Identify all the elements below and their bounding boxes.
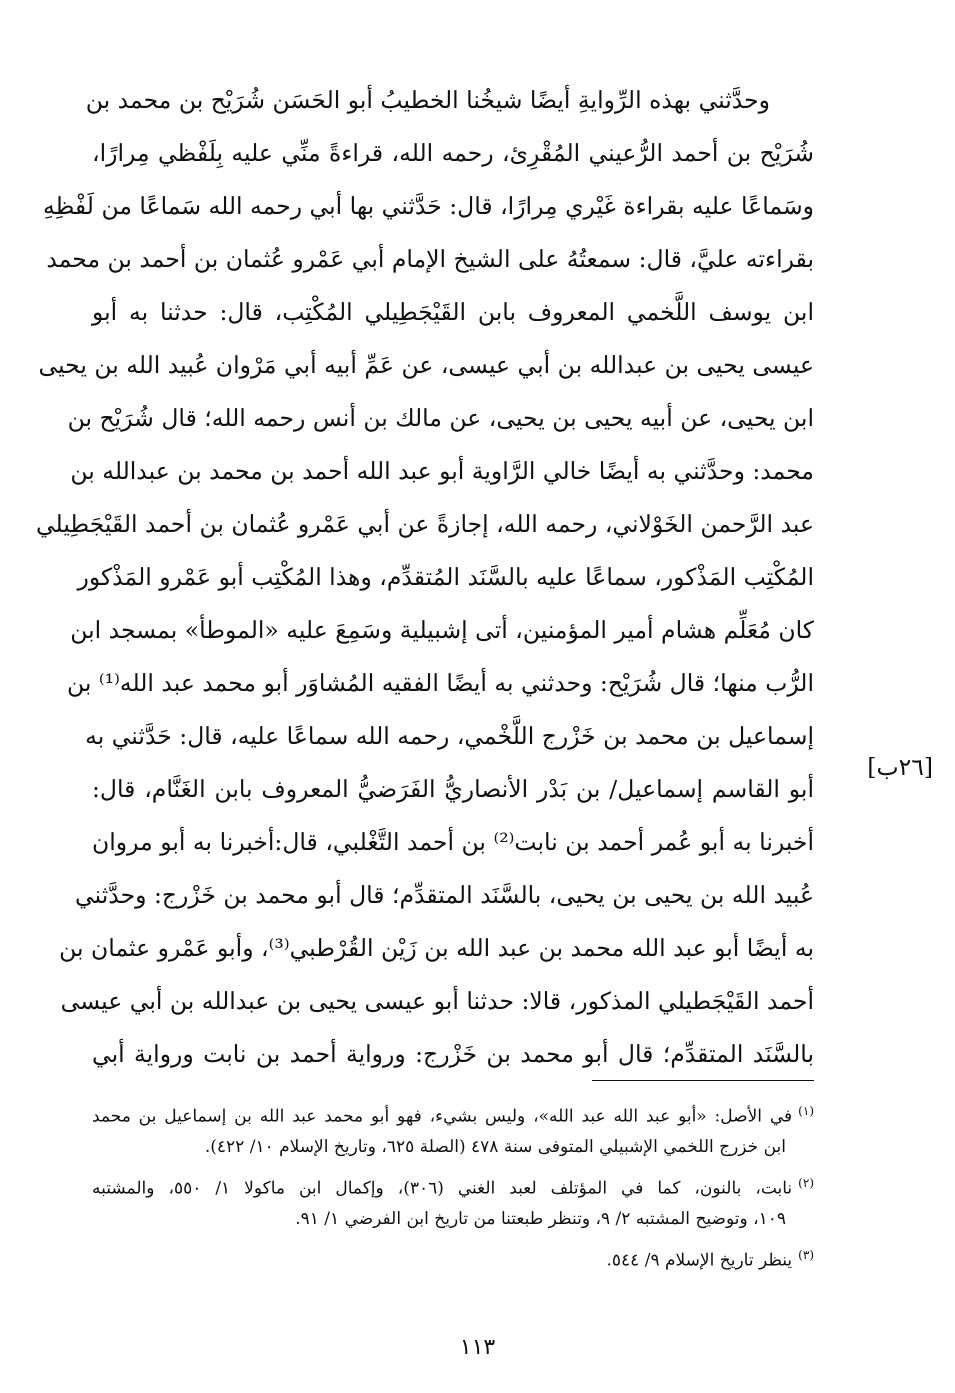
text-line: المُكْتِب المَذْكور، سماعًا عليه بالسَّنَد المُتقدِّم، وهذا المُكْتِب أبو عَمْرو المَذْكور [77, 563, 814, 591]
text-line: وسَماعًا عليه بقراءة غَيْري مِرارًا، قال: حَدَّثني بها أبي رحمه الله سَماعًا من لَفْظِهِ [43, 192, 814, 220]
main-text [35, 74, 814, 1081]
manuscript-folio-marker: [٢٦ب] [867, 753, 933, 781]
text-line: الرُّب منها؛ قال شُرَيْح: وحدثني به أيضًا الفقيه المُشاوَر أبو محمد عبد الله⁽¹⁾ بن [66, 669, 814, 697]
text-line: به أيضًا أبو عبد الله محمد بن عبد الله بن زَيْن القُرْطبي⁽³⁾، وأبو عَمْرو عثمان بن [59, 934, 814, 962]
footnote-marker: (١) [798, 1104, 814, 1118]
footnotes [92, 1093, 814, 1273]
footnote-1 [92, 1093, 814, 1129]
text-line: أخبرنا به أبو عُمر أحمد بن نابت⁽²⁾ بن أحمد التَّغْلبي، قال:أخبرنا به أبو مروان [92, 828, 814, 856]
footnote-marker: (٢) [798, 1176, 814, 1190]
footnote-3 [92, 1237, 814, 1273]
text-line: بقراءته عليَّ، قال: سمعتُهُ على الشيخ الإمام أبي عَمْرو عُثمان بن أحمد بن محمد [46, 245, 814, 273]
footnote-divider [592, 1080, 814, 1081]
text-line: بالسَّنَد المتقدِّم؛ قال أبو محمد بن خَزْرج: ورواية أحمد بن نابت ورواية أبي [92, 1040, 814, 1068]
text-line: ابن يحيى، عن أبيه يحيى بن يحيى، عن مالك بن أنس رحمه الله؛ قال شُرَيْح بن [67, 404, 814, 432]
text-line: أبو القاسم إسماعيل/ بن بَدْر الأنصاريُّ الفَرَضيُّ المعروف بابن الغَنَّام، قال: [92, 775, 814, 803]
text-line: عُبيد الله بن يحيى بن يحيى، بالسَّنَد المتقدِّم؛ قال أبو محمد بن خَزْرج: وحدَّثني [75, 881, 814, 909]
text-line: وحدَّثني بهذه الرِّوايةِ أيضًا شيخُنا الخطيبُ أبو الحَسَن شُرَيْح بن محمد بن [85, 86, 770, 114]
text-line: عبد الرَّحمن الخَوْلاني، رحمه الله، إجازةً عن أبي عَمْرو عُثمان بن أحمد القَيْجَطِيلي [35, 510, 814, 538]
text-line: ابن يوسف اللَّخمي المعروف بابن القَيْجَطِيلي المُكْتِب، قال: حدثنا به أبو [92, 298, 814, 326]
page-number: ١١٣ [459, 1335, 496, 1360]
footnote-2-continuation: ١٠٩، وتوضيح المشتبه ٢/ ٩، وتنظر طبعتنا من تاريخ ابن الفرضي ١/ ٩١. [295, 1209, 786, 1229]
footnote-2 [92, 1165, 814, 1201]
text-line: عيسى يحيى بن عبدالله بن أبي عيسى، عن عَمِّ أبيه أبي مَرْوان عُبيد الله بن يحيى [38, 351, 814, 379]
text-line: أحمد القَيْجَطيلي المذكور، قالا: حدثنا أبو عيسى يحيى بن عبدالله بن أبي عيسى [60, 987, 814, 1015]
text-line: إسماعيل بن محمد بن خَزْرج اللَّخْمي، رحمه الله سماعًا عليه، قال: حَدَّثني به [85, 722, 814, 750]
text-line: محمد: وحدَّثني به أيضًا خالي الرَّاوية أبو عبد الله أحمد بن محمد بن عبدالله بن [70, 457, 814, 485]
footnote-1-continuation: ابن خزرج اللخمي الإشبيلي المتوفى سنة ٤٧٨ (الصلة ٦٢٥، وتاريخ الإسلام ١٠/ ٤٢٢). [204, 1137, 786, 1157]
text-line: كان مُعَلِّم هشام أمير المؤمنين، أتى إشبيلية وسَمِعَ عليه «الموطأ» بمسجد ابن [70, 616, 814, 644]
footnote-text: نابت، بالنون، كما في المؤتلف لعبد الغني (٣٠٦)، وإكمال ابن ماكولا ١/ ٥٥٠، والمشتبه [92, 1178, 793, 1199]
footnote-text: ينظر تاريخ الإسلام ٩/ ٥٤٤. [606, 1250, 793, 1271]
footnote-marker: (٣) [798, 1248, 814, 1262]
footnote-text: في الأصل: «أبو عبد الله عبد الله»، وليس بشيء، فهو أبو محمد عبد الله بن إسماعيل بن محمد [92, 1106, 793, 1127]
text-line: شُرَيْح بن أحمد الرُّعيني المُقْرِئ، رحمه الله، قراءةً منِّي عليه بِلَفْظي مِرارًا، [92, 139, 814, 167]
